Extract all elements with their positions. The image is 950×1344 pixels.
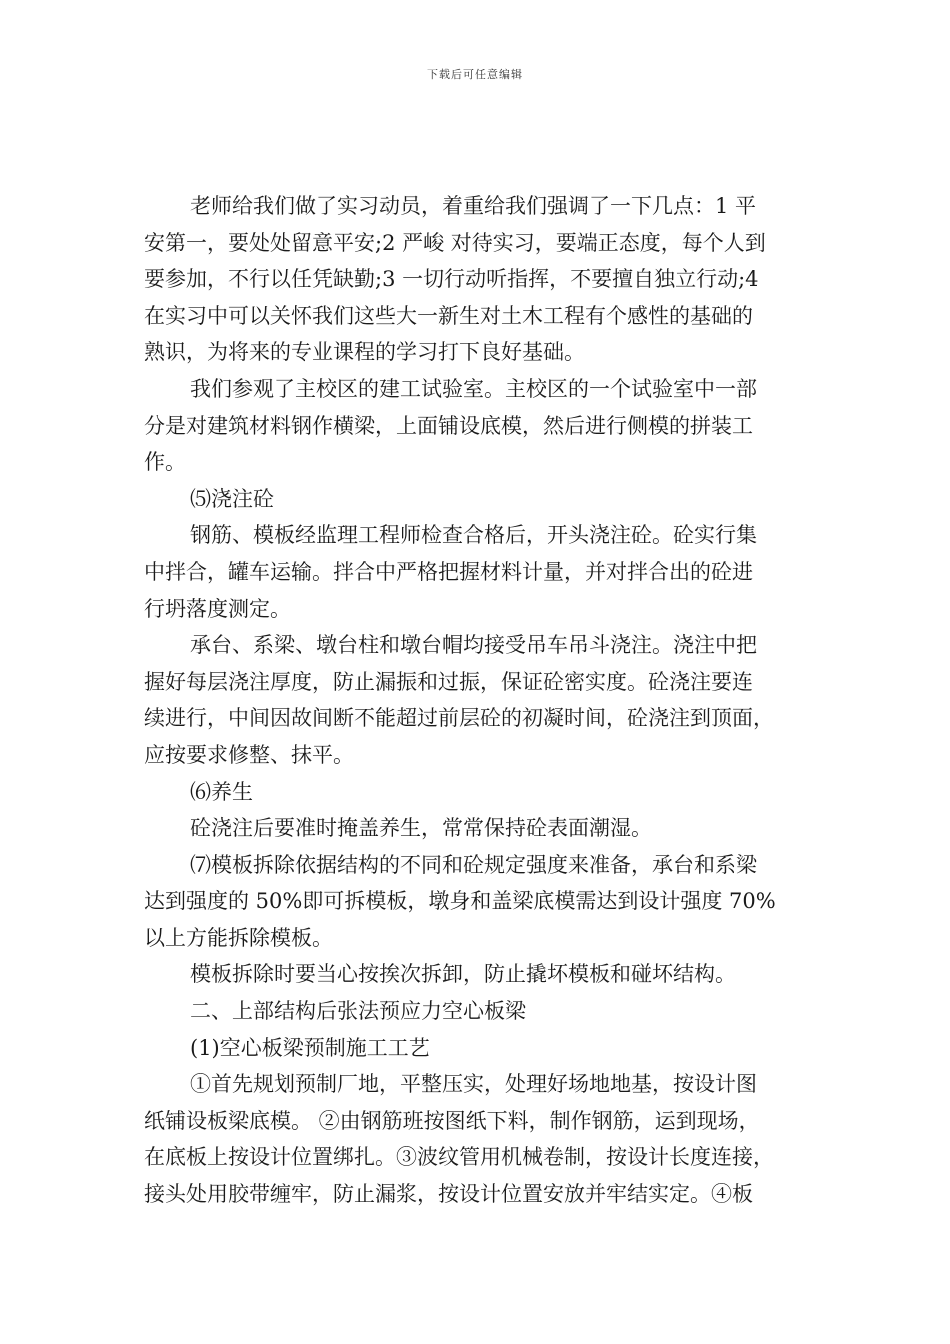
text-line: 要参加，不行以任凭缺勤;3 一切行动听指挥，不要擅自独立行动;4 <box>144 267 759 292</box>
text-line: 纸铺设板梁底模。 ②由钢筋班按图纸下料，制作钢筋，运到现场， <box>144 1108 760 1133</box>
text-line: 安第一，要处处留意平安;2 严峻 对待实习，要端正态度，每个人到 <box>144 230 766 255</box>
text-line: 在底板上按设计位置绑扎。③波纹管用机械卷制，按设计长度连接， <box>144 1145 774 1170</box>
text-line: 承台、系梁、墩台柱和墩台帽均接受吊车吊斗浇注。浇注中把 <box>190 633 757 658</box>
text-line: ①首先规划预制厂地，平整压实，处理好场地地基，按设计图 <box>190 1072 757 1097</box>
text-line: 以上方能拆除模板。 <box>144 925 333 950</box>
text-line: 作。 <box>144 450 186 475</box>
text-line: 老师给我们做了实习动员，着重给我们强调了一下几点：1 平 <box>190 194 757 218</box>
text-line: ⑺模板拆除依据结构的不同和砼规定强度来准备，承台和系梁 <box>190 852 757 877</box>
text-line: 分是对建筑材料钢作横梁，上面铺设底模，然后进行侧模的拼装工 <box>144 413 753 438</box>
text-line: 钢筋、模板经监理工程师检查合格后，开头浇注砼。砼实行集 <box>190 523 757 548</box>
text-line: 应按要求修整、抹平。 <box>144 742 354 767</box>
text-line: 我们参观了主校区的建工试验室。主校区的一个试验室中一部 <box>190 376 757 401</box>
text-line: 握好每层浇注厚度，防止漏振和过振，保证砼密实度。砼浇注要连 <box>144 669 753 694</box>
text-line: 续进行，中间因故间断不能超过前层砼的初凝时间，砼浇注到顶面， <box>144 706 774 731</box>
text-line: 模板拆除时要当心按挨次拆卸，防止撬坏模板和碰坏结构。 <box>190 962 736 987</box>
header-note: 下载后可任意编辑 <box>427 68 523 81</box>
text-line: ⑸浇注砼 <box>190 486 274 511</box>
text-line: 达到强度的 50%即可拆模板，墩身和盖梁底模需达到设计强度 70% <box>144 889 776 914</box>
text-line: 熟识，为将来的专业课程的学习打下良好基础。 <box>144 340 585 365</box>
text-line: 接头处用胶带缠牢，防止漏浆，按设计位置安放并牢结实定。④板 <box>144 1182 753 1207</box>
text-line: 中拌合，罐车运输。拌合中严格把握材料计量，并对拌合出的砼进 <box>144 559 753 584</box>
text-line: 行坍落度测定。 <box>144 596 291 621</box>
text-line: 二、上部结构后张法预应力空心板梁 <box>190 999 526 1024</box>
text-line: (1)空心板梁预制施工工艺 <box>190 1035 430 1060</box>
text-line: 在实习中可以关怀我们这些大一新生对土木工程有个感性的基础的 <box>144 303 753 328</box>
document-body <box>144 188 824 1213</box>
text-line: ⑹养生 <box>190 779 253 804</box>
text-line: 砼浇注后要准时掩盖养生，常常保持砼表面潮湿。 <box>190 816 652 841</box>
